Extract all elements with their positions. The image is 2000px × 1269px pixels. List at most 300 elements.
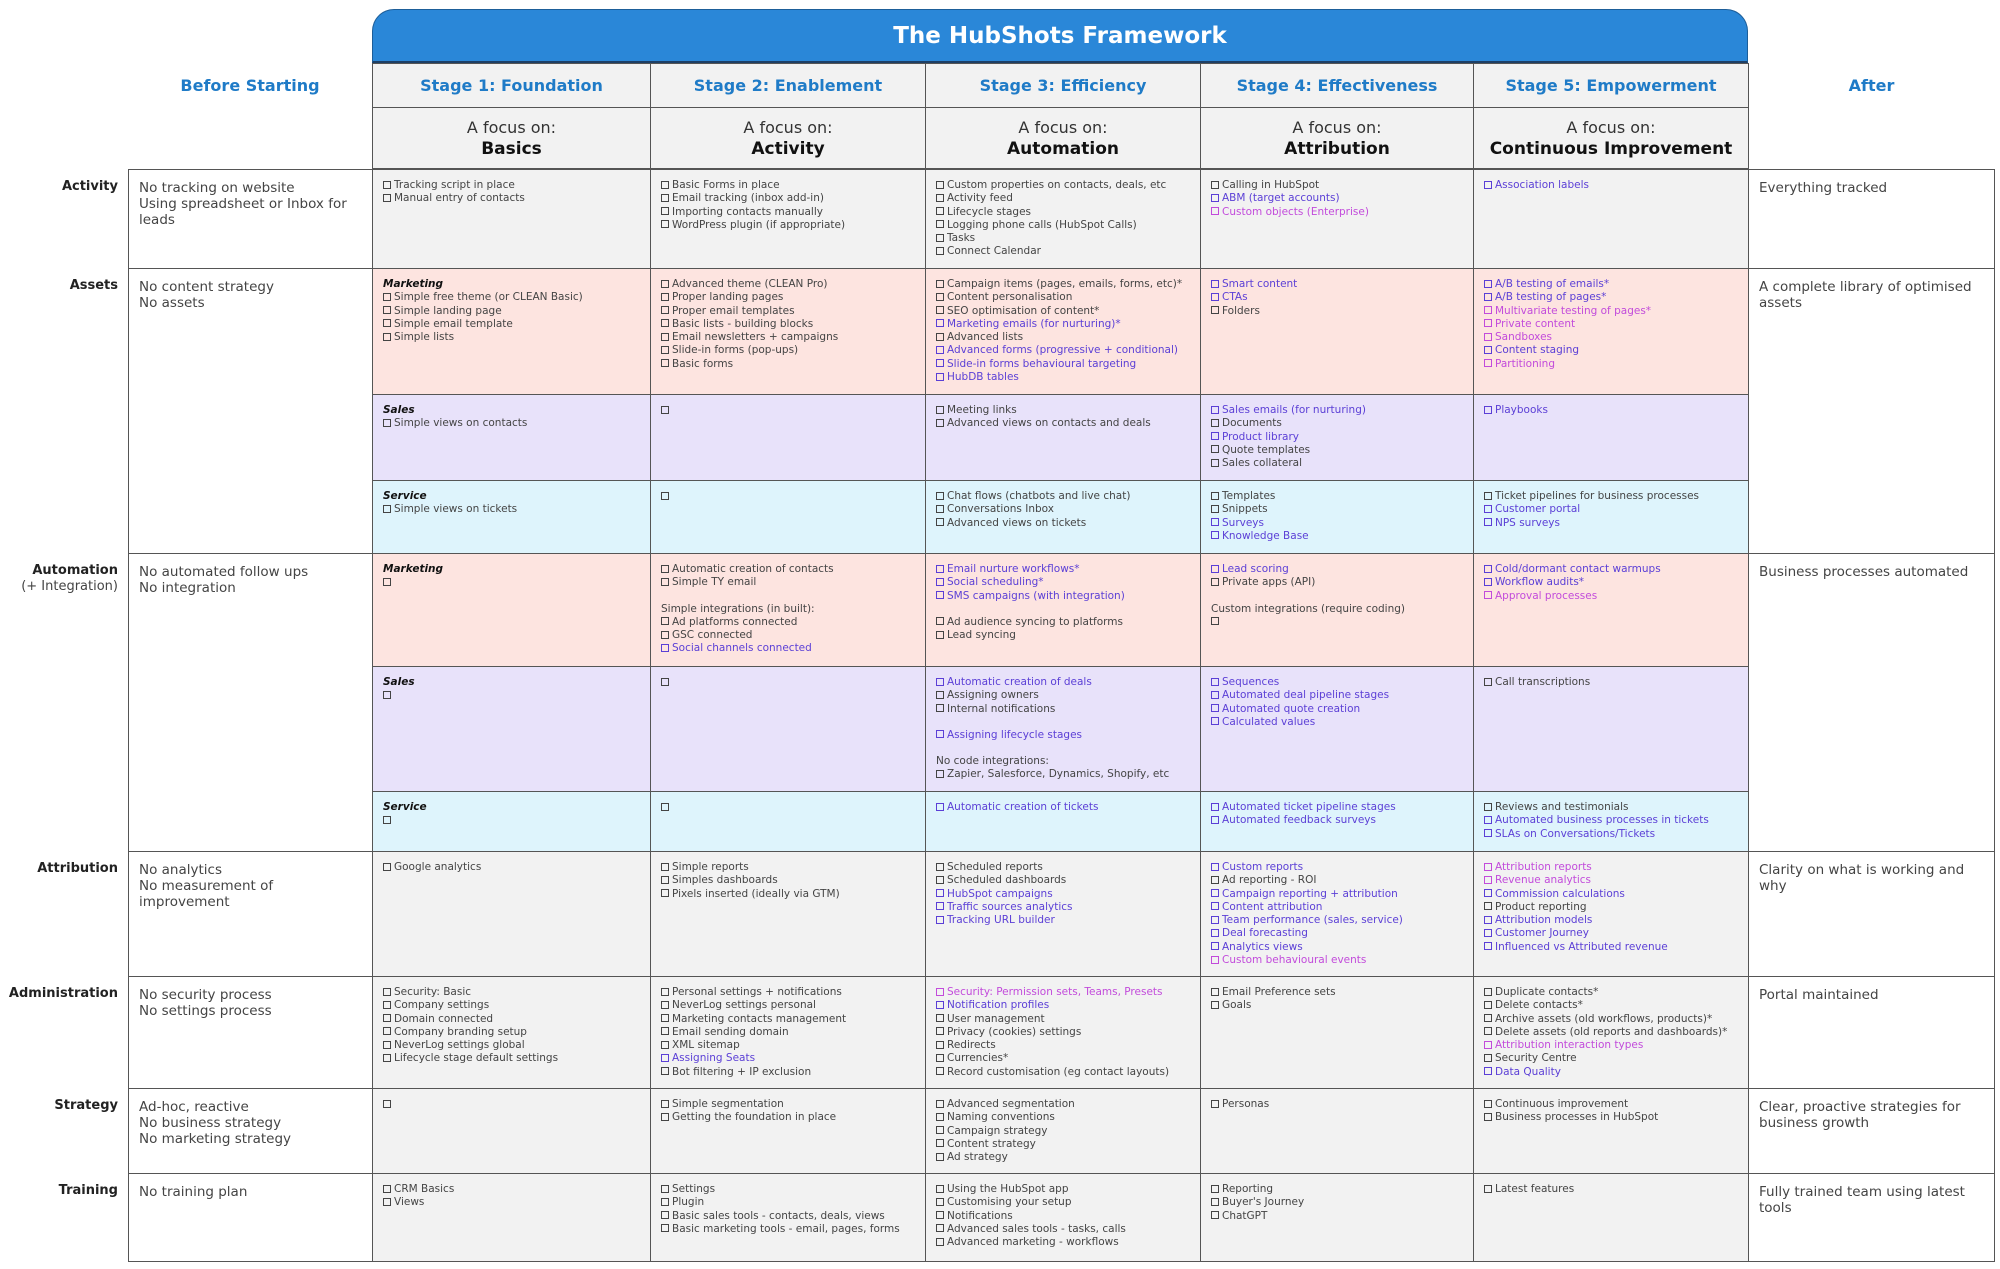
checkbox-icon[interactable] [936, 565, 944, 573]
checklist-item[interactable] [1484, 404, 1738, 417]
checkbox-icon[interactable] [936, 1185, 944, 1193]
checkbox-icon[interactable] [1484, 803, 1492, 811]
checklist-item[interactable] [936, 590, 1190, 603]
checkbox-icon[interactable] [1211, 916, 1219, 924]
checkbox-icon[interactable] [1211, 306, 1219, 314]
checkbox-icon[interactable] [1211, 492, 1219, 500]
checkbox-icon[interactable] [1211, 505, 1219, 513]
checkbox-icon[interactable] [1484, 863, 1492, 871]
checklist-item[interactable] [1211, 888, 1463, 901]
checklist-item[interactable] [1484, 874, 1738, 887]
checklist-item[interactable] [661, 999, 915, 1012]
checklist-item[interactable] [661, 1223, 915, 1236]
checklist-item[interactable] [936, 318, 1190, 331]
checklist-item[interactable] [936, 1039, 1190, 1052]
checkbox-icon[interactable] [1211, 876, 1219, 884]
checkbox-icon[interactable] [661, 280, 669, 288]
checkbox-icon[interactable] [383, 1100, 391, 1108]
checkbox-icon[interactable] [661, 207, 669, 215]
checkbox-icon[interactable] [661, 1224, 669, 1232]
checkbox-icon[interactable] [661, 1041, 669, 1049]
checklist-item[interactable] [1484, 888, 1738, 901]
checkbox-icon[interactable] [661, 1054, 669, 1062]
checklist-item[interactable] [936, 331, 1190, 344]
checklist-item[interactable] [1211, 1098, 1463, 1111]
checkbox-icon[interactable] [383, 181, 391, 189]
checklist-item[interactable] [661, 1052, 915, 1065]
checklist-item[interactable] [1484, 1026, 1738, 1039]
checklist-item[interactable] [1484, 986, 1738, 999]
checklist-item[interactable] [383, 1183, 640, 1196]
checkbox-icon[interactable] [661, 181, 669, 189]
checkbox-icon[interactable] [661, 578, 669, 586]
checkbox-icon[interactable] [661, 1211, 669, 1219]
checklist-item[interactable] [936, 1236, 1190, 1249]
checklist-item[interactable] [936, 1196, 1190, 1209]
checklist-item[interactable] [1211, 716, 1463, 729]
checkbox-icon[interactable] [383, 1001, 391, 1009]
checklist-item[interactable] [1211, 814, 1463, 827]
checkbox-icon[interactable] [1484, 181, 1492, 189]
checklist-item[interactable] [383, 192, 640, 205]
checkbox-icon[interactable] [1484, 1113, 1492, 1121]
checkbox-icon[interactable] [1484, 1185, 1492, 1193]
checkbox-icon[interactable] [936, 1027, 944, 1035]
checkbox-icon[interactable] [1484, 889, 1492, 897]
checkbox-icon[interactable] [1211, 1198, 1219, 1206]
checklist-item[interactable] [936, 768, 1190, 781]
checklist-item[interactable] [383, 861, 640, 874]
checkbox-icon[interactable] [661, 319, 669, 327]
checkbox-icon[interactable] [383, 419, 391, 427]
checkbox-icon[interactable] [661, 617, 669, 625]
checklist-item[interactable] [383, 305, 640, 318]
checklist-item[interactable] [661, 676, 915, 689]
checklist-item[interactable] [661, 1196, 915, 1209]
checklist-item[interactable] [1211, 563, 1463, 576]
checklist-item[interactable] [383, 318, 640, 331]
checkbox-icon[interactable] [1211, 678, 1219, 686]
checkbox-icon[interactable] [1484, 876, 1492, 884]
checkbox-icon[interactable] [661, 492, 669, 500]
checkbox-icon[interactable] [936, 207, 944, 215]
checkbox-icon[interactable] [1211, 816, 1219, 824]
checkbox-icon[interactable] [936, 704, 944, 712]
checklist-item[interactable] [661, 1111, 915, 1124]
checklist-item[interactable] [1484, 490, 1738, 503]
checklist-item[interactable] [1484, 814, 1738, 827]
checkbox-icon[interactable] [936, 181, 944, 189]
checklist-item[interactable] [661, 801, 915, 814]
checkbox-icon[interactable] [661, 406, 669, 414]
checkbox-icon[interactable] [936, 1198, 944, 1206]
checklist-item[interactable] [936, 305, 1190, 318]
checkbox-icon[interactable] [1211, 280, 1219, 288]
checkbox-icon[interactable] [1211, 956, 1219, 964]
checklist-item[interactable] [1211, 457, 1463, 470]
checkbox-icon[interactable] [936, 280, 944, 288]
checkbox-icon[interactable] [1211, 1185, 1219, 1193]
checklist-item[interactable] [936, 629, 1190, 642]
checkbox-icon[interactable] [936, 803, 944, 811]
checklist-item[interactable] [1211, 901, 1463, 914]
checkbox-icon[interactable] [661, 1113, 669, 1121]
checkbox-icon[interactable] [1211, 459, 1219, 467]
checkbox-icon[interactable] [661, 631, 669, 639]
checklist-item[interactable] [1211, 431, 1463, 444]
checkbox-icon[interactable] [1211, 1001, 1219, 1009]
checklist-item[interactable] [1484, 358, 1738, 371]
checklist-item[interactable] [661, 192, 915, 205]
checklist-item[interactable] [1484, 828, 1738, 841]
checklist-item[interactable] [936, 888, 1190, 901]
checklist-item[interactable] [1211, 941, 1463, 954]
checklist-item[interactable] [936, 206, 1190, 219]
checkbox-icon[interactable] [383, 1198, 391, 1206]
checkbox-icon[interactable] [1211, 293, 1219, 301]
checklist-item[interactable] [1484, 517, 1738, 530]
checkbox-icon[interactable] [936, 591, 944, 599]
checklist-item[interactable] [1484, 563, 1738, 576]
checklist-item[interactable] [936, 729, 1190, 742]
checklist-item[interactable] [936, 291, 1190, 304]
checklist-item[interactable] [1484, 1052, 1738, 1065]
checklist-item[interactable] [383, 576, 640, 589]
checklist-item[interactable] [661, 874, 915, 887]
checklist-item[interactable] [936, 1125, 1190, 1138]
checkbox-icon[interactable] [1211, 942, 1219, 950]
checkbox-icon[interactable] [661, 1014, 669, 1022]
checklist-item[interactable] [1211, 490, 1463, 503]
checklist-item[interactable] [1211, 192, 1463, 205]
checkbox-icon[interactable] [661, 1027, 669, 1035]
checkbox-icon[interactable] [936, 1014, 944, 1022]
checklist-item[interactable] [936, 861, 1190, 874]
checklist-item[interactable] [383, 1052, 640, 1065]
checklist-item[interactable] [1484, 1098, 1738, 1111]
checkbox-icon[interactable] [661, 306, 669, 314]
checkbox-icon[interactable] [1484, 505, 1492, 513]
checkbox-icon[interactable] [936, 863, 944, 871]
checklist-item[interactable] [936, 801, 1190, 814]
checklist-item[interactable] [1484, 331, 1738, 344]
checkbox-icon[interactable] [1211, 1100, 1219, 1108]
checkbox-icon[interactable] [661, 194, 669, 202]
checkbox-icon[interactable] [383, 863, 391, 871]
checklist-item[interactable] [1211, 676, 1463, 689]
checkbox-icon[interactable] [661, 803, 669, 811]
checkbox-icon[interactable] [936, 916, 944, 924]
checkbox-icon[interactable] [1484, 678, 1492, 686]
checkbox-icon[interactable] [661, 678, 669, 686]
checklist-item[interactable] [1484, 941, 1738, 954]
checklist-item[interactable] [661, 1210, 915, 1223]
checkbox-icon[interactable] [1211, 691, 1219, 699]
checklist-item[interactable] [1484, 1066, 1738, 1079]
checkbox-icon[interactable] [661, 863, 669, 871]
checklist-item[interactable] [936, 914, 1190, 927]
checklist-item[interactable] [936, 404, 1190, 417]
checklist-item[interactable] [936, 1183, 1190, 1196]
checklist-item[interactable] [936, 517, 1190, 530]
checklist-item[interactable] [936, 503, 1190, 516]
checklist-item[interactable] [661, 179, 915, 192]
checklist-item[interactable] [1484, 590, 1738, 603]
checkbox-icon[interactable] [1211, 578, 1219, 586]
checklist-item[interactable] [1484, 914, 1738, 927]
checklist-item[interactable] [661, 629, 915, 642]
checkbox-icon[interactable] [1484, 988, 1492, 996]
checklist-item[interactable] [936, 901, 1190, 914]
checklist-item[interactable] [936, 1151, 1190, 1164]
checklist-item[interactable] [936, 1026, 1190, 1039]
checkbox-icon[interactable] [1484, 1100, 1492, 1108]
checklist-item[interactable] [661, 888, 915, 901]
checkbox-icon[interactable] [936, 306, 944, 314]
checklist-item[interactable] [1484, 999, 1738, 1012]
checkbox-icon[interactable] [1211, 704, 1219, 712]
checklist-item[interactable] [1211, 616, 1463, 629]
checklist-item[interactable] [1484, 1013, 1738, 1026]
checkbox-icon[interactable] [661, 293, 669, 301]
checklist-item[interactable] [1484, 676, 1738, 689]
checkbox-icon[interactable] [936, 333, 944, 341]
checkbox-icon[interactable] [383, 1185, 391, 1193]
checklist-item[interactable] [936, 563, 1190, 576]
checkbox-icon[interactable] [936, 1067, 944, 1075]
checkbox-icon[interactable] [661, 889, 669, 897]
checklist-item[interactable] [936, 179, 1190, 192]
checklist-item[interactable] [1484, 801, 1738, 814]
checklist-item[interactable] [936, 219, 1190, 232]
checklist-item[interactable] [1211, 1210, 1463, 1223]
checkbox-icon[interactable] [1484, 1014, 1492, 1022]
checkbox-icon[interactable] [936, 220, 944, 228]
checkbox-icon[interactable] [1484, 902, 1492, 910]
checklist-item[interactable] [1484, 179, 1738, 192]
checkbox-icon[interactable] [936, 346, 944, 354]
checklist-item[interactable] [1211, 801, 1463, 814]
checkbox-icon[interactable] [936, 902, 944, 910]
checklist-item[interactable] [1211, 703, 1463, 716]
checklist-item[interactable] [383, 999, 640, 1012]
checkbox-icon[interactable] [383, 1027, 391, 1035]
checklist-item[interactable] [661, 404, 915, 417]
checklist-item[interactable] [936, 1066, 1190, 1079]
checkbox-icon[interactable] [1484, 346, 1492, 354]
checklist-item[interactable] [936, 490, 1190, 503]
checklist-item[interactable] [661, 1013, 915, 1026]
checkbox-icon[interactable] [1211, 929, 1219, 937]
checkbox-icon[interactable] [661, 220, 669, 228]
checklist-item[interactable] [936, 371, 1190, 384]
checkbox-icon[interactable] [936, 889, 944, 897]
checkbox-icon[interactable] [1484, 333, 1492, 341]
checkbox-icon[interactable] [383, 319, 391, 327]
checklist-item[interactable] [383, 814, 640, 827]
checkbox-icon[interactable] [661, 876, 669, 884]
checkbox-icon[interactable] [1211, 518, 1219, 526]
checklist-item[interactable] [1211, 1183, 1463, 1196]
checkbox-icon[interactable] [936, 247, 944, 255]
checkbox-icon[interactable] [383, 578, 391, 586]
checklist-item[interactable] [936, 344, 1190, 357]
checklist-item[interactable] [1211, 305, 1463, 318]
checklist-item[interactable] [936, 703, 1190, 716]
checkbox-icon[interactable] [1484, 306, 1492, 314]
checkbox-icon[interactable] [1211, 717, 1219, 725]
checklist-item[interactable] [1484, 1039, 1738, 1052]
checklist-item[interactable] [1211, 530, 1463, 543]
checklist-item[interactable] [661, 1098, 915, 1111]
checklist-item[interactable] [1211, 927, 1463, 940]
checklist-item[interactable] [936, 1098, 1190, 1111]
checkbox-icon[interactable] [661, 1185, 669, 1193]
checklist-item[interactable] [661, 219, 915, 232]
checkbox-icon[interactable] [1211, 432, 1219, 440]
checkbox-icon[interactable] [383, 1014, 391, 1022]
checklist-item[interactable] [936, 986, 1190, 999]
checkbox-icon[interactable] [661, 988, 669, 996]
checkbox-icon[interactable] [1484, 565, 1492, 573]
checkbox-icon[interactable] [936, 691, 944, 699]
checklist-item[interactable] [936, 358, 1190, 371]
checklist-item[interactable] [661, 358, 915, 371]
checkbox-icon[interactable] [1211, 617, 1219, 625]
checkbox-icon[interactable] [936, 373, 944, 381]
checkbox-icon[interactable] [936, 1100, 944, 1108]
checklist-item[interactable] [661, 331, 915, 344]
checkbox-icon[interactable] [661, 333, 669, 341]
checklist-item[interactable] [1484, 503, 1738, 516]
checklist-item[interactable] [936, 616, 1190, 629]
checkbox-icon[interactable] [1211, 181, 1219, 189]
checkbox-icon[interactable] [936, 234, 944, 242]
checkbox-icon[interactable] [936, 617, 944, 625]
checkbox-icon[interactable] [1484, 816, 1492, 824]
checklist-item[interactable] [661, 291, 915, 304]
checkbox-icon[interactable] [1484, 1001, 1492, 1009]
checkbox-icon[interactable] [661, 1067, 669, 1075]
checklist-item[interactable] [1484, 305, 1738, 318]
checkbox-icon[interactable] [936, 1153, 944, 1161]
checkbox-icon[interactable] [383, 333, 391, 341]
checkbox-icon[interactable] [936, 678, 944, 686]
checkbox-icon[interactable] [1211, 1211, 1219, 1219]
checklist-item[interactable] [936, 1210, 1190, 1223]
checklist-item[interactable] [383, 1039, 640, 1052]
checklist-item[interactable] [383, 1196, 640, 1209]
checklist-item[interactable] [661, 490, 915, 503]
checklist-item[interactable] [1484, 344, 1738, 357]
checklist-item[interactable] [661, 278, 915, 291]
checkbox-icon[interactable] [383, 816, 391, 824]
checkbox-icon[interactable] [936, 319, 944, 327]
checklist-item[interactable] [1211, 417, 1463, 430]
checklist-item[interactable] [936, 1013, 1190, 1026]
checklist-item[interactable] [936, 1111, 1190, 1124]
checklist-item[interactable] [661, 642, 915, 655]
checkbox-icon[interactable] [383, 194, 391, 202]
checkbox-icon[interactable] [1484, 293, 1492, 301]
checkbox-icon[interactable] [936, 876, 944, 884]
checkbox-icon[interactable] [936, 194, 944, 202]
checkbox-icon[interactable] [1484, 1041, 1492, 1049]
checkbox-icon[interactable] [936, 1139, 944, 1147]
checklist-item[interactable] [1484, 861, 1738, 874]
checkbox-icon[interactable] [661, 1100, 669, 1108]
checklist-item[interactable] [1211, 206, 1463, 219]
checklist-item[interactable] [1211, 517, 1463, 530]
checkbox-icon[interactable] [936, 293, 944, 301]
checkbox-icon[interactable] [661, 644, 669, 652]
checklist-item[interactable] [1211, 999, 1463, 1012]
checklist-item[interactable] [936, 1223, 1190, 1236]
checklist-item[interactable] [1211, 1196, 1463, 1209]
checklist-item[interactable] [383, 503, 640, 516]
checkbox-icon[interactable] [1484, 518, 1492, 526]
checkbox-icon[interactable] [1484, 1027, 1492, 1035]
checkbox-icon[interactable] [1484, 319, 1492, 327]
checkbox-icon[interactable] [383, 691, 391, 699]
checklist-item[interactable] [1211, 954, 1463, 967]
checkbox-icon[interactable] [1211, 902, 1219, 910]
checkbox-icon[interactable] [936, 1211, 944, 1219]
checklist-item[interactable] [661, 1039, 915, 1052]
checkbox-icon[interactable] [661, 346, 669, 354]
checklist-item[interactable] [936, 232, 1190, 245]
checkbox-icon[interactable] [383, 988, 391, 996]
checklist-item[interactable] [661, 318, 915, 331]
checklist-item[interactable] [936, 689, 1190, 702]
checkbox-icon[interactable] [936, 505, 944, 513]
checkbox-icon[interactable] [1211, 889, 1219, 897]
checklist-item[interactable] [1211, 404, 1463, 417]
checklist-item[interactable] [1484, 291, 1738, 304]
checkbox-icon[interactable] [1484, 1067, 1492, 1075]
checkbox-icon[interactable] [1484, 942, 1492, 950]
checklist-item[interactable] [1484, 1183, 1738, 1196]
checklist-item[interactable] [383, 291, 640, 304]
checkbox-icon[interactable] [936, 1113, 944, 1121]
checklist-item[interactable] [1211, 861, 1463, 874]
checkbox-icon[interactable] [936, 1126, 944, 1134]
checkbox-icon[interactable] [1484, 1054, 1492, 1062]
checkbox-icon[interactable] [383, 1054, 391, 1062]
checkbox-icon[interactable] [1211, 803, 1219, 811]
checkbox-icon[interactable] [1484, 578, 1492, 586]
checklist-item[interactable] [661, 1183, 915, 1196]
checklist-item[interactable] [661, 576, 915, 589]
checklist-item[interactable] [936, 1052, 1190, 1065]
checkbox-icon[interactable] [661, 565, 669, 573]
checklist-item[interactable] [1211, 444, 1463, 457]
checklist-item[interactable] [1211, 986, 1463, 999]
checkbox-icon[interactable] [1211, 988, 1219, 996]
checklist-item[interactable] [661, 986, 915, 999]
checkbox-icon[interactable] [383, 293, 391, 301]
checkbox-icon[interactable] [1211, 531, 1219, 539]
checklist-item[interactable] [383, 1098, 640, 1111]
checklist-item[interactable] [661, 344, 915, 357]
checklist-item[interactable] [1211, 503, 1463, 516]
checkbox-icon[interactable] [1211, 194, 1219, 202]
checkbox-icon[interactable] [1484, 359, 1492, 367]
checklist-item[interactable] [1484, 1111, 1738, 1124]
checklist-item[interactable] [383, 417, 640, 430]
checklist-item[interactable] [936, 676, 1190, 689]
checklist-item[interactable] [661, 206, 915, 219]
